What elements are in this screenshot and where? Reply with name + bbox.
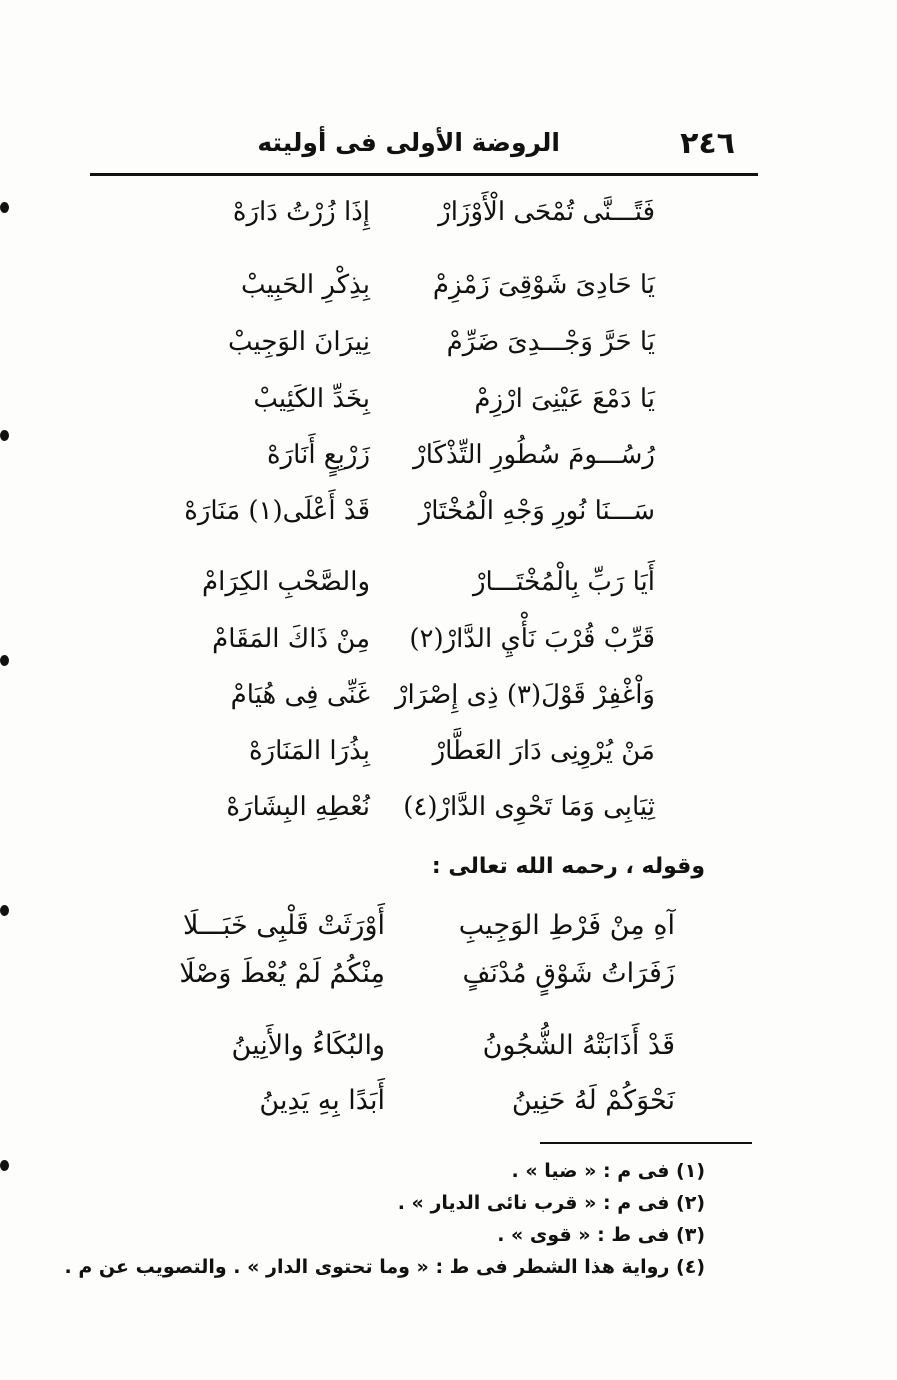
poem2-line-1-right: آهِ مِنْ فَرْطِ الوَجِيبِ xyxy=(458,910,675,941)
poem2-line-3-right: قَدْ أَذَابَتْهُ الشُّجُونُ xyxy=(482,1030,675,1061)
binding-mark xyxy=(0,202,9,213)
poem2-line-4-left: أَبَدًا بِهِ يَدِينُ xyxy=(259,1085,385,1116)
poem1-line-8-left: مِنْ ذَاكَ المَقَامْ xyxy=(212,624,370,654)
poem1-line-11-left: نُعْطِهِ البِشَارَهْ xyxy=(226,792,370,822)
poem1-line-4-right: يَا دَمْعَ عَيْنِىَ ارْزِمْ xyxy=(474,384,655,414)
footnote-3: (٣) فى ط : « قوى » . xyxy=(497,1224,705,1246)
poem1-line-7-left: والصَّحْبِ الكِرَامْ xyxy=(202,567,370,597)
poem1-line-8-right: قَرِّبْ قُرْبَ نَأْيِ الدَّارْ(٢) xyxy=(409,624,655,654)
poem1-line-9-right: وَاْغْفِرْ قَوْلَ(٣) ذِى إِصْرَارْ xyxy=(394,680,655,710)
running-title: الروضة الأولى فى أوليته xyxy=(257,128,560,157)
poem1-line-2-left: بِذِكْرِ الحَبِيبْ xyxy=(240,270,370,300)
binding-mark xyxy=(0,905,9,916)
poem2-line-1-left: أَوْرَثَتْ قَلْبِى خَبَـــلَا xyxy=(183,910,385,941)
poem1-line-3-left: نِيرَانَ الوَجِيبْ xyxy=(227,327,370,357)
binding-mark xyxy=(0,655,9,666)
footnote-1: (١) فى م : « ضيا » . xyxy=(511,1160,705,1182)
footnote-rule xyxy=(540,1142,752,1144)
poem1-line-1-left: إِذَا زُرْتُ دَارَهْ xyxy=(232,197,370,227)
poem1-line-3-right: يَا حَرَّ وَجْـــدِىَ ضَرِّمْ xyxy=(446,327,655,357)
footnote-4: (٤) رواية هذا الشطر فى ط : « وما تحتوى الدار » . والتصويب عن م . xyxy=(64,1256,705,1278)
poem1-line-10-left: بِذُرَا المَنَارَهْ xyxy=(248,736,370,766)
poem1-line-9-left: غَنِّى فِى هُيَامْ xyxy=(230,680,370,710)
poem1-line-6-left: قَدْ أَعْلَى(١) مَنَارَهْ xyxy=(184,496,370,526)
poem2-line-2-right: زَفَرَاتُ شَوْقٍ مُدْنَفٍ xyxy=(462,958,675,989)
poem2-line-2-left: مِنْكُمُ لَمْ يُعْطَ وَصْلَا xyxy=(179,958,385,989)
poem2-line-4-right: نَحْوَكُمْ لَهُ حَنِينُ xyxy=(511,1085,675,1116)
poem1-line-2-right: يَا حَادِىَ شَوْقِىَ زَمْزِمْ xyxy=(432,270,655,300)
binding-mark xyxy=(0,1160,9,1171)
header-rule xyxy=(90,173,758,176)
intro-text: وقوله ، رحمه الله تعالى : xyxy=(431,854,705,879)
footnote-2: (٢) فى م : « قرب نائى الديار » . xyxy=(397,1192,705,1214)
poem2-line-3-left: والبُكَاءُ والأَنِينُ xyxy=(231,1030,385,1061)
poem1-line-5-right: رُسُـــومَ سُطُورِ التِّذْكَارْ xyxy=(413,440,655,470)
poem1-line-6-right: سَـــنَا نُورِ وَجْهِ الْمُخْتَارْ xyxy=(418,496,655,526)
poem1-line-7-right: أَيَا رَبِّ بِالْمُخْتَـــارْ xyxy=(472,567,655,597)
page-number: ٢٤٦ xyxy=(680,126,735,161)
poem1-line-4-left: بِخَدِّ الكَئِيبْ xyxy=(253,384,370,414)
binding-mark xyxy=(0,430,9,441)
poem1-line-11-right: ثِيَابِى وَمَا تَحْوِى الدَّارْ(٤) xyxy=(403,792,655,822)
poem1-line-5-left: زَرْبِعٍ أَنَارَهْ xyxy=(266,440,370,470)
poem1-line-1-right: فَتًـــنَّى تُمْحَى الْأَوْزَارْ xyxy=(438,197,655,227)
poem1-line-10-right: مَنْ يُرْوِنِى دَارَ العَطَّارْ xyxy=(432,736,655,766)
